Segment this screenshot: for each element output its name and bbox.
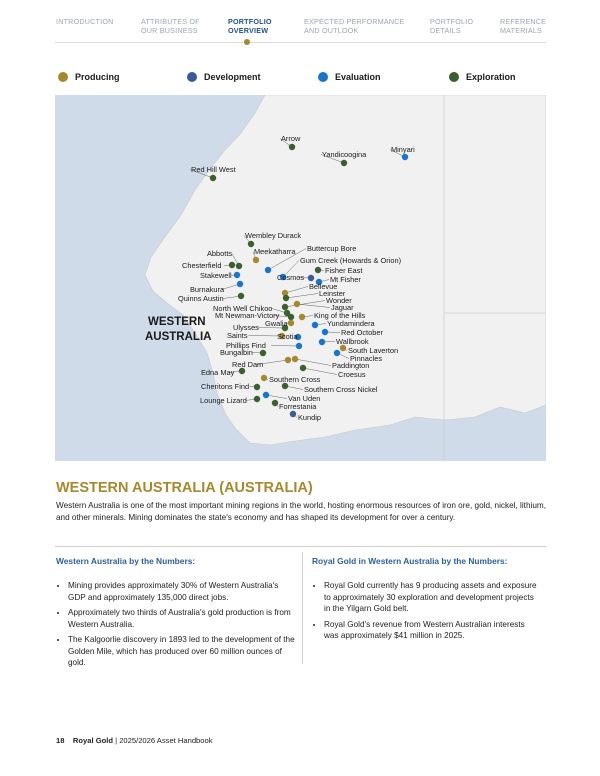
asset-label-bungalbin: Bungalbin (220, 348, 253, 357)
list-item: • Approximately two thirds of Australia's gold production is from Western Australia. (68, 607, 296, 630)
asset-label-phillips-find: Phillips Find (226, 341, 266, 350)
asset-label-wembley-durack: Wembley Durack (245, 231, 302, 240)
asset-marker-red-hill-west[interactable] (210, 175, 216, 181)
list-item: • Royal Gold currently has 9 producing assets and exposure to approximately 30 exploration and development projects in the Yilgarn Gold belt. (324, 580, 537, 615)
asset-label-buttercup-bore: Buttercup Bore (307, 244, 357, 253)
legend-exploration (449, 72, 516, 82)
asset-label-burnakura: Burnakura (190, 285, 225, 294)
asset-marker-pinnacles[interactable] (334, 350, 340, 356)
asset-marker-kundip[interactable] (290, 411, 296, 417)
nav-item-portfolio-details[interactable] (430, 17, 473, 35)
asset-marker-chesterfield[interactable] (229, 262, 235, 268)
asset-marker-lounge-lizard[interactable] (254, 396, 260, 402)
nav-label-line2: MATERIALS (500, 26, 543, 35)
asset-label-minyari: Minyari (391, 145, 415, 154)
asset-label-cheritons-find: Cheritons Find (201, 382, 250, 391)
asset-marker-bungalbin[interactable] (260, 350, 266, 356)
list-item: • Royal Gold's revenue from Western Australian interests was approximately $41 million in 2025. (324, 619, 537, 642)
asset-label-fisher-east: Fisher East (325, 266, 363, 275)
asset-marker-meekatharra[interactable] (253, 257, 259, 263)
asset-marker-phillips-find[interactable] (296, 343, 302, 349)
asset-label-chesterfield: Chesterfield (182, 261, 222, 270)
left-bullet-list (56, 580, 296, 669)
nav-item-attributes[interactable] (141, 17, 200, 35)
asset-marker-wallbrook[interactable] (319, 339, 325, 345)
left-stats-column (56, 556, 296, 673)
nav-item-expected-performance[interactable] (304, 17, 405, 35)
asset-label-van-uden: Van Uden (288, 394, 321, 403)
asset-marker-burnakura[interactable] (237, 281, 243, 287)
evaluation-marker-icon (318, 72, 328, 82)
map-legend (56, 72, 546, 86)
nav-divider (55, 42, 546, 43)
asset-label-red-october: Red October (341, 328, 383, 337)
footer-brand: Royal Gold (72, 736, 113, 745)
asset-marker-cheritons-find[interactable] (254, 384, 260, 390)
asset-label-abbotts: Abbotts (207, 249, 233, 258)
asset-label-edna-may: Edna May (201, 368, 235, 377)
asset-marker-stakewell[interactable] (234, 272, 240, 278)
region-label-australia: AUSTRALIA (145, 331, 212, 343)
legend-producing (58, 72, 120, 82)
asset-marker-red-dam[interactable] (285, 357, 291, 363)
asset-marker-leinster[interactable] (283, 295, 289, 301)
asset-label-kundip: Kundip (298, 413, 322, 422)
nav-label-line1: REFERENCE (500, 17, 547, 26)
legend-label: Producing (75, 72, 120, 82)
asset-marker-paddington[interactable] (292, 356, 298, 362)
asset-marker-minyari[interactable] (402, 154, 408, 160)
asset-label-southern-cross-nickel: Southern Cross Nickel (304, 385, 378, 394)
legend-label: Exploration (466, 72, 516, 82)
asset-label-meekatharra: Meekatharra (254, 247, 296, 256)
section-intro: Western Australia is one of the most important mining regions in the world, hosting enormous resources of iron ore, gold, nickel, lithium, and other minerals. Mining dominates the state's economy and has shaped its development for over a century. (56, 501, 546, 522)
asset-label-quinns-austin: Quinns Austin (178, 294, 224, 303)
asset-marker-red-october[interactable] (322, 329, 328, 335)
asset-marker-cosmos[interactable] (308, 275, 314, 281)
asset-label-croesus: Croesus (338, 370, 366, 379)
list-item: • Mining provides approximately 30% of Western Australia's GDP and approximately 135,000 direct jobs. (68, 580, 296, 603)
asset-label-stakewell: Stakewell (200, 271, 232, 280)
asset-label-lounge-lizard: Lounge Lizard (200, 396, 247, 405)
asset-marker-fisher-east[interactable] (315, 267, 321, 273)
footer-document-title: 2025/2026 Asset Handbook (119, 736, 213, 745)
asset-marker-quinns-austin[interactable] (238, 293, 244, 299)
asset-label-arrow: Arrow (281, 134, 301, 143)
legend-label: Development (204, 72, 261, 82)
legend-development (187, 72, 261, 82)
legend-evaluation (318, 72, 381, 82)
asset-label-red-hill-west: Red Hill West (191, 165, 236, 174)
asset-label-wonder: Wonder (326, 296, 352, 305)
nav-label-line2: OVERVIEW (228, 26, 269, 35)
right-stats-column (312, 556, 537, 646)
asset-marker-buttercup-bore[interactable] (265, 267, 271, 273)
asset-label-king-of-the-hills: King of the Hills (314, 311, 366, 320)
asset-label-red-dam: Red Dam (232, 360, 264, 369)
nav-label-line2: DETAILS (430, 26, 461, 35)
nav-label-line1: PORTFOLIO (228, 17, 272, 26)
right-bullet-list (312, 580, 537, 642)
asset-marker-mt-newman-victory[interactable] (288, 314, 294, 320)
asset-label-saints: Saints (227, 331, 248, 340)
asset-label-wallbrook: Wallbrook (336, 337, 369, 346)
asset-label-south-laverton: South Laverton (348, 346, 399, 355)
nav-item-portfolio-overview[interactable] (228, 17, 272, 35)
asset-marker-arrow[interactable] (289, 144, 295, 150)
asset-label-southern-cross: Southern Cross (269, 375, 321, 384)
asset-label-cosmos: Cosmos (277, 273, 305, 282)
asset-marker-yundamindera[interactable] (312, 322, 318, 328)
asset-label-yundamindera: Yundamindera (327, 319, 375, 328)
right-column-heading: Royal Gold in Western Australia by the Numbers: (312, 556, 508, 566)
list-item: • The Kalgoorlie discovery in 1893 led to the development of the Golden Mile, which has produced over 60 million ounces of gold. (68, 634, 296, 669)
nav-label-line1: ATTRIBUTES OF (141, 17, 200, 26)
asset-marker-southern-cross[interactable] (261, 375, 267, 381)
asset-label-yandicoogina: Yandicoogina (322, 150, 367, 159)
asset-label-paddington: Paddington (332, 361, 370, 370)
asset-label-north-well-chikoo: North Well Chikoo (213, 304, 273, 313)
development-marker-icon (187, 72, 197, 82)
asset-label-jaguar: Jaguar (331, 303, 354, 312)
asset-label-leinster: Leinster (319, 289, 346, 298)
nav-label-line1: PORTFOLIO (430, 17, 474, 26)
asset-label-pinnacles: Pinnacles (350, 354, 383, 363)
page-footer (56, 736, 213, 745)
asset-label-mt-newman-victory: Mt Newman-Victory (215, 311, 280, 320)
asset-marker-wonder[interactable] (282, 304, 288, 310)
asset-marker-king-of-the-hills[interactable] (299, 314, 305, 320)
asset-marker-forrestania[interactable] (272, 400, 278, 406)
nav-item-reference-materials[interactable] (500, 17, 546, 35)
section-title: WESTERN AUSTRALIA (AUSTRALIA) (56, 480, 313, 496)
page-number: 18 (56, 736, 65, 745)
asset-marker-jaguar[interactable] (294, 301, 300, 307)
asset-marker-van-uden[interactable] (263, 392, 269, 398)
nav-label-line2: INTRODUCTION (56, 17, 114, 26)
active-section-indicator (244, 39, 250, 45)
asset-marker-yandicoogina[interactable] (341, 160, 347, 166)
nav-label-line2: OUR BUSINESS (141, 26, 198, 35)
nav-label-line1: EXPECTED PERFORMANCE (304, 17, 405, 26)
region-label-western: WESTERN (148, 316, 206, 328)
column-divider (302, 552, 303, 664)
asset-label-forrestania: Forrestania (279, 402, 317, 411)
exploration-marker-icon (449, 72, 459, 82)
asset-label-scotia: Scotia (277, 332, 298, 341)
asset-label-mt-fisher: Mt Fisher (330, 275, 361, 284)
footer-separator: | (113, 736, 120, 745)
asset-label-gwalia: Gwalia (265, 319, 288, 328)
legend-label: Evaluation (335, 72, 381, 82)
section-divider (55, 546, 546, 547)
nav-item-introduction[interactable] (56, 17, 114, 26)
producing-marker-icon (58, 72, 68, 82)
nav-label-line2: AND OUTLOOK (304, 26, 359, 35)
left-column-heading: Western Australia by the Numbers: (56, 556, 196, 566)
asset-marker-abbotts[interactable] (236, 263, 242, 269)
asset-label-gum-creek-howards-orion: Gum Creek (Howards & Orion) (300, 256, 402, 265)
asset-label-ulysses: Ulysses (233, 323, 259, 332)
asset-marker-gwalia[interactable] (288, 320, 294, 326)
section-nav (0, 17, 600, 47)
asset-label-bellevue: Bellevue (309, 282, 338, 291)
asset-marker-croesus[interactable] (300, 365, 306, 371)
western-australia-map (55, 95, 546, 461)
